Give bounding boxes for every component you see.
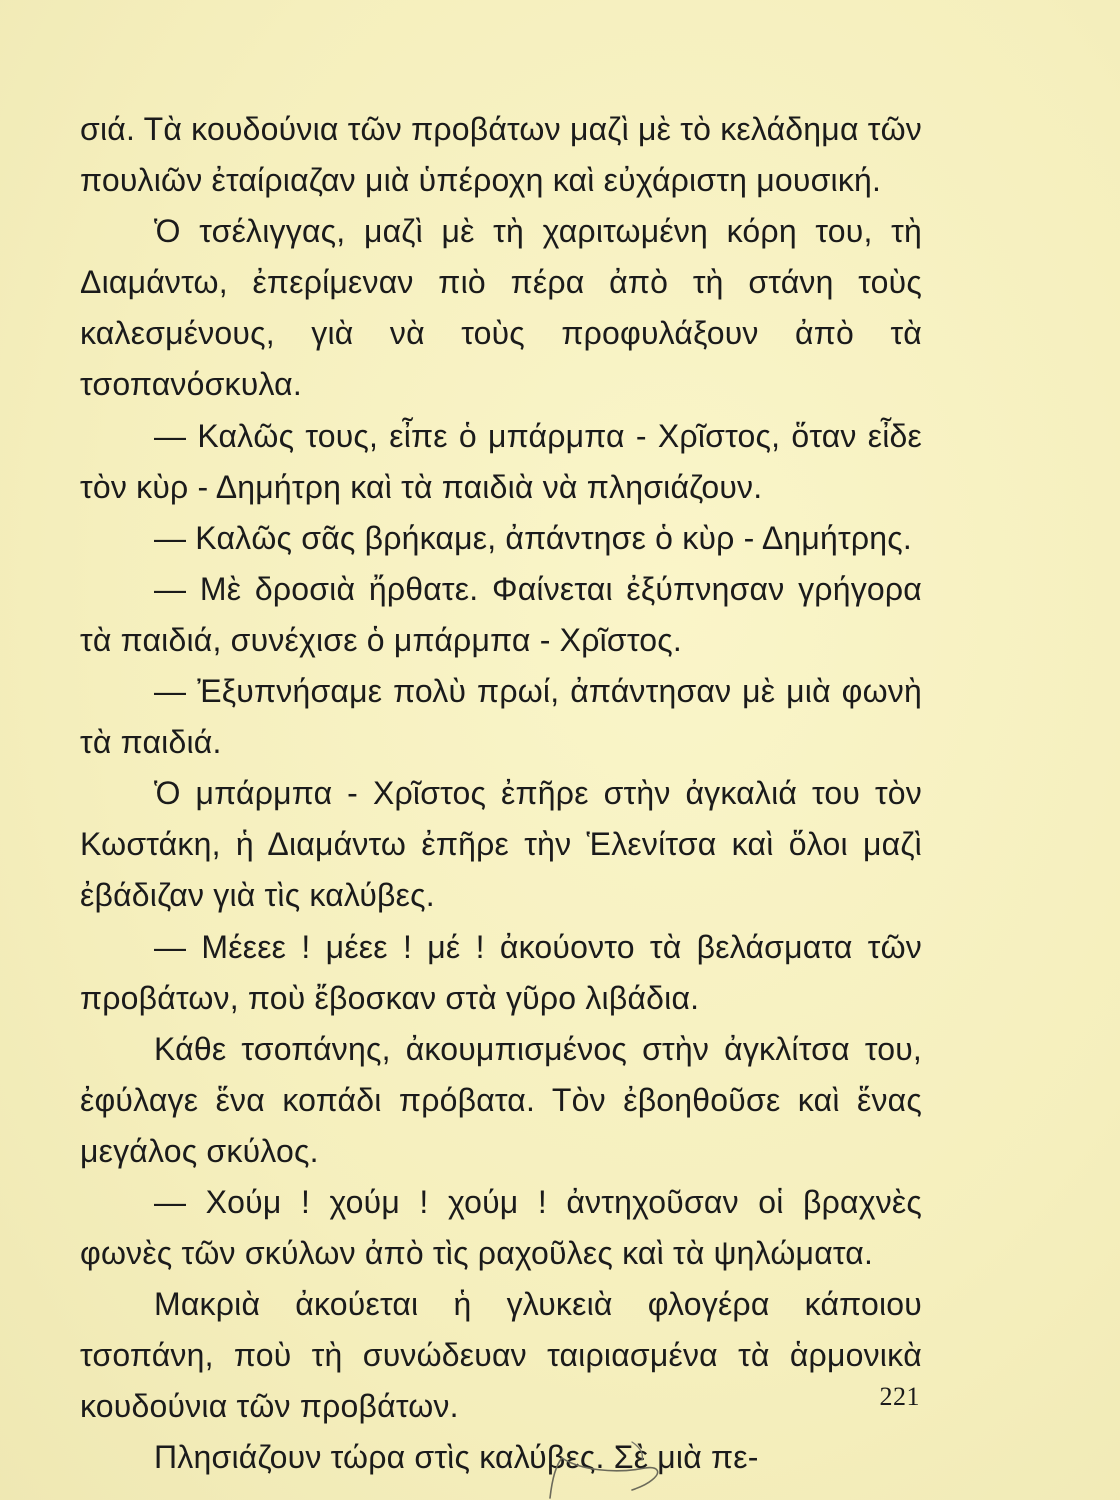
body-text	[80, 104, 922, 1484]
paragraph-7: Ὁ μπάρμπα - Χρῖστος ἐπῆρε στὴν ἀγκαλιά του τὸν Κωστάκη, ἡ Διαμάντω ἐπῆρε τὴν Ἑλενίτσα καὶ ὅλοι μαζὶ ἐβάδιζαν γιὰ τὶς καλύβες.	[80, 775, 922, 914]
paragraph-11: Μακριὰ ἀκούεται ἡ γλυκειὰ φλογέρα κάποιου τσοπάνη, ποὺ τὴ συνώδευαν ταιριασμένα τὰ ἁρμονικὰ κουδούνια τῶν προβάτων.	[80, 1286, 922, 1425]
pencil-scribble-mark	[520, 1430, 680, 1500]
paragraph-3: — Καλῶς τους, εἶπε ὁ μπάρμπα - Χρῖστος, ὅταν εἶδε τὸν κὺρ - Δημήτρη καὶ τὰ παιδιὰ νὰ πλησιάζουν.	[80, 417, 922, 505]
paragraph-5: — Μὲ δροσιὰ ἤρθατε. Φαίνεται ἐξύπνησαν γρήγορα τὰ παιδιά, συνέχισε ὁ μπάρμπα - Χρῖστος.	[80, 570, 922, 658]
paragraph-12: Πλησιάζουν τώρα στὶς καλύβες. Σὲ μιὰ πε-	[154, 1439, 759, 1476]
paragraph-4: — Καλῶς σᾶς βρήκαμε, ἀπάντησε ὁ κὺρ - Δημήτρης.	[154, 519, 912, 556]
paragraph-6: — Ἐξυπνήσαμε πολὺ πρωί, ἀπάντησαν μὲ μιὰ φωνὴ τὰ παιδιά.	[80, 673, 922, 761]
paragraph-10: — Χούμ ! χούμ ! χούμ ! ἀντηχοῦσαν οἱ βραχνὲς φωνὲς τῶν σκύλων ἀπὸ τὶς ραχοῦλες καὶ τὰ ψηλώματα.	[80, 1183, 922, 1272]
page-number: 221	[879, 1382, 920, 1411]
paragraph-2: Ὁ τσέλιγγας, μαζὶ μὲ τὴ χαριτωμένη κόρη του, τὴ Διαμάντω, ἐπερίμεναν πιὸ πέρα ἀπὸ τὴ στάνη τοὺς καλεσμένους, γιὰ νὰ τοὺς προφυλάξουν ἀπὸ τὰ τσοπανόσκυλα.	[80, 213, 922, 403]
paragraph-1: σιά. Τὰ κουδούνια τῶν προβάτων μαζὶ μὲ τὸ κελάδημα τῶν πουλιῶν ἐταίριαζαν μιὰ ὑπέροχη καὶ εὐχάριστη μουσική.	[80, 111, 922, 199]
paragraph-8: — Μέεεε ! μέεε ! μέ ! ἀκούοντο τὰ βελάσματα τῶν προβάτων, ποὺ ἔβοσκαν στὰ γῦρο λιβάδια.	[80, 928, 922, 1016]
paragraph-9: Κάθε τσοπάνης, ἀκουμπισμένος στὴν ἀγκλίτσα του, ἐφύλαγε ἕνα κοπάδι πρόβατα. Τὸν ἐβοηθοῦσε καὶ ἕνας μεγάλος σκύλος.	[80, 1030, 922, 1169]
